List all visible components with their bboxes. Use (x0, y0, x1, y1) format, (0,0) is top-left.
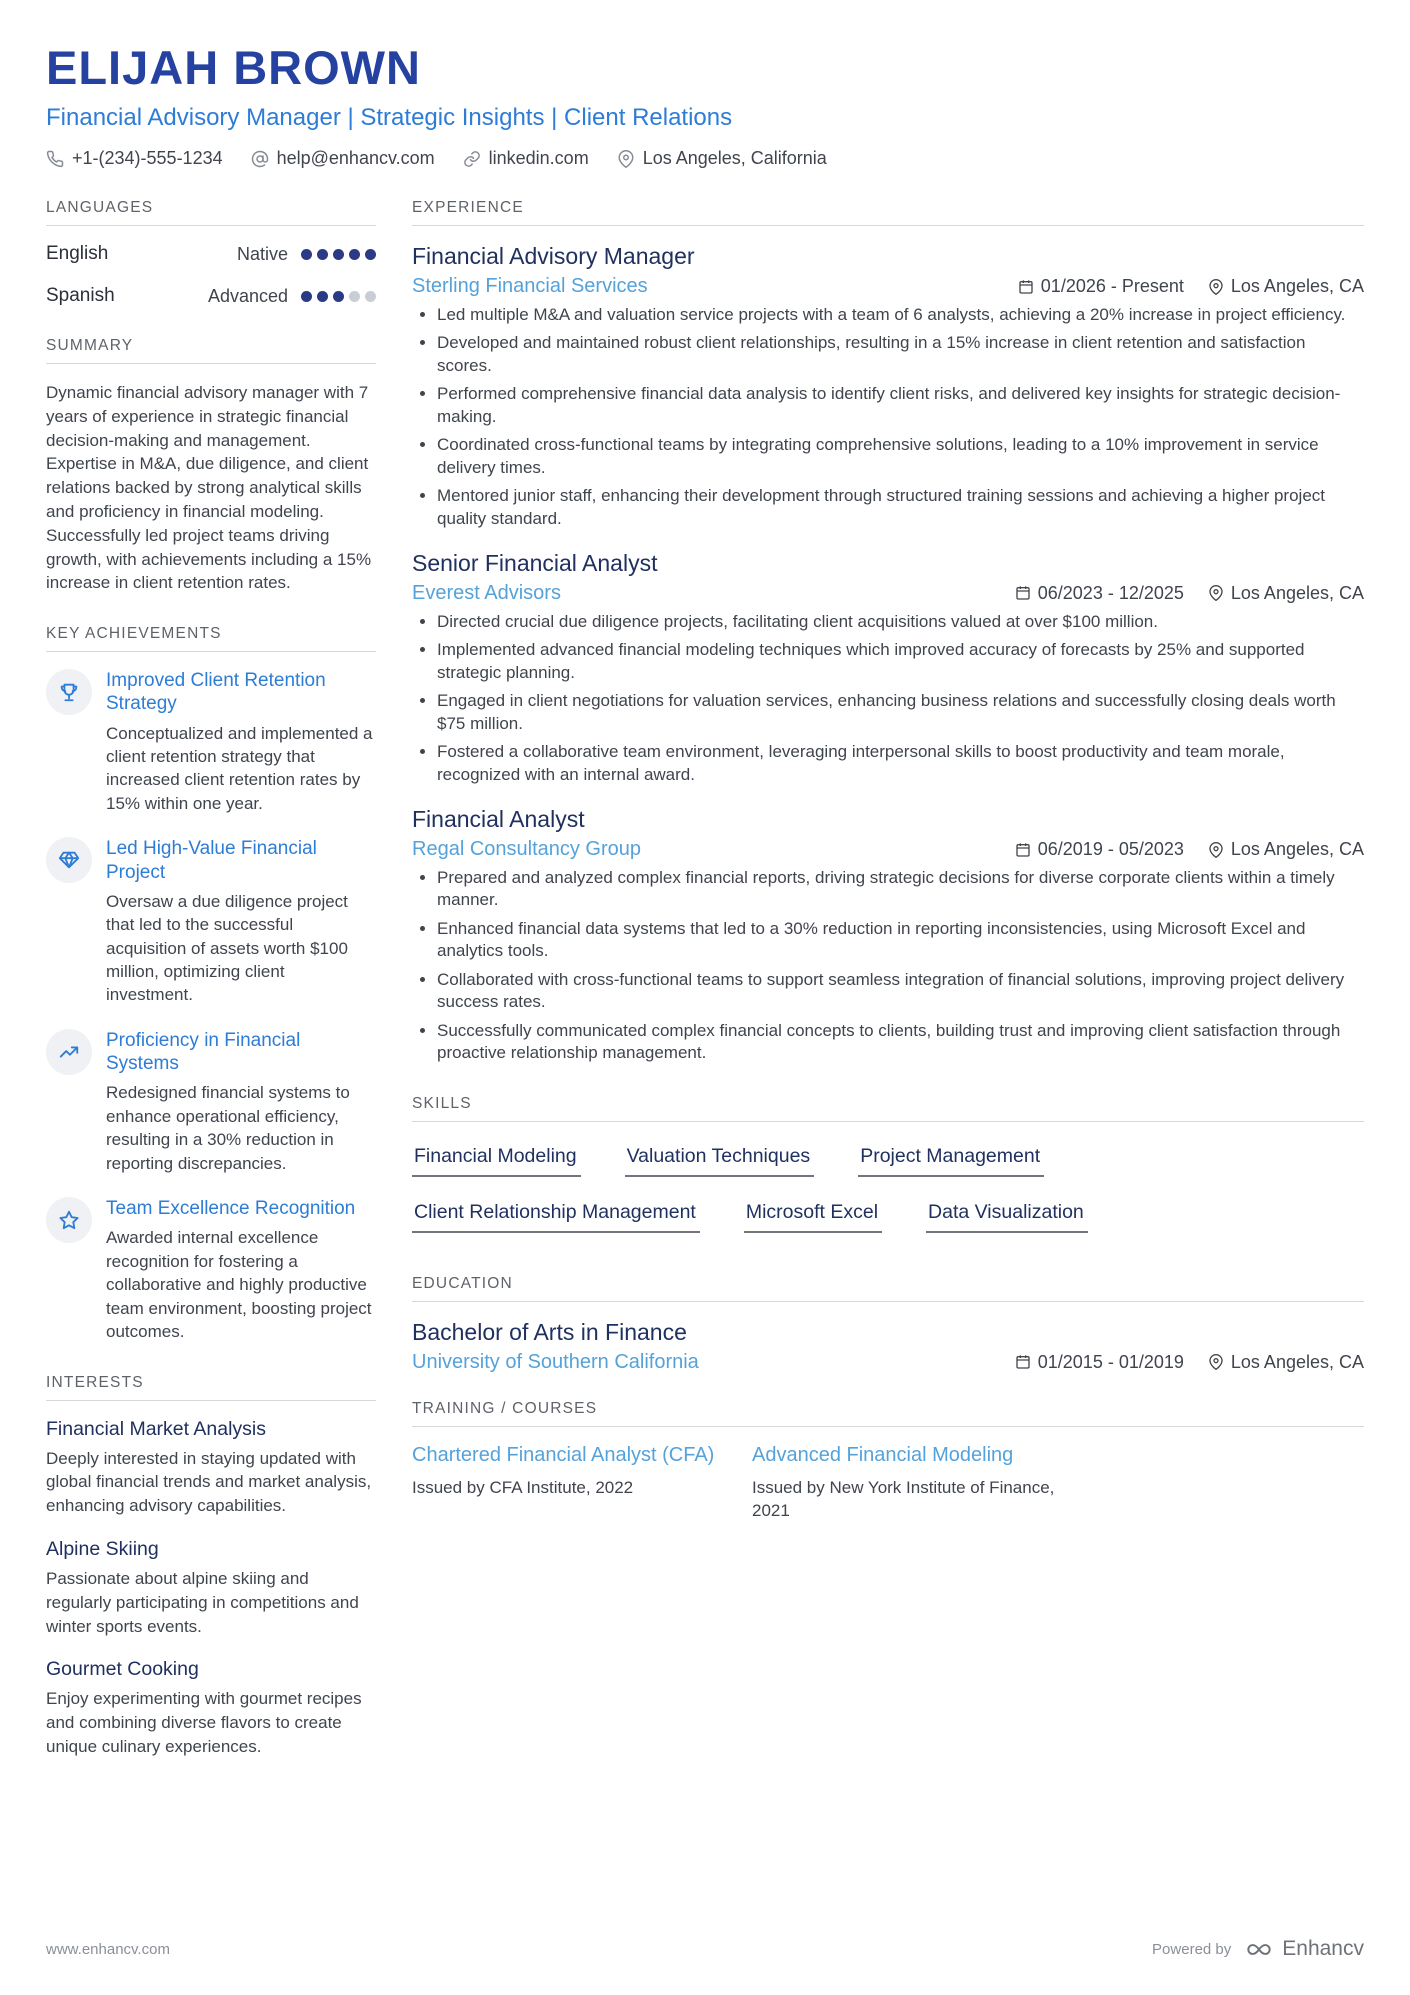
at-icon (251, 150, 269, 168)
language-level-dots (301, 291, 376, 302)
interest-text: Enjoy experimenting with gourmet recipes and combining diverse flavors to create unique culinary experiences. (46, 1689, 362, 1756)
location-icon (617, 150, 635, 168)
right-column (412, 199, 1364, 1789)
job-meta-right (1015, 839, 1364, 860)
contact-phone (46, 148, 223, 169)
education-dates (1015, 1352, 1184, 1373)
course-item (412, 1444, 750, 1523)
calendar-icon (1015, 585, 1031, 601)
interests-heading: INTERESTS (46, 1374, 376, 1401)
job-bullet: • Prepared and analyzed complex financial reports, driving strategic decisions for diverse corporate clients within a timely manner. (437, 867, 1364, 912)
language-level-dot (349, 291, 360, 302)
education-meta-right (1015, 1352, 1364, 1373)
job-bullet: • Directed crucial due diligence projects, facilitating client acquisitions valued at over $100 million. (437, 611, 1364, 633)
skill-item: Financial Modeling (412, 1145, 581, 1177)
language-level-dot (317, 291, 328, 302)
job-meta (412, 275, 1364, 298)
job-bullet: • Fostered a collaborative team environment, leveraging interpersonal skills to boost productivity and team morale, recognized with an internal award. (437, 741, 1364, 786)
experience-heading: EXPERIENCE (412, 199, 1364, 226)
link-icon (463, 150, 481, 168)
content-columns (46, 199, 1364, 1789)
headline: Financial Advisory Manager | Strategic Insights | Client Relations (46, 104, 733, 131)
education-heading: EDUCATION (412, 1275, 1364, 1302)
left-column (46, 199, 376, 1789)
section-summary (46, 337, 376, 595)
courses-list (412, 1444, 1364, 1523)
achievement-item (46, 837, 376, 1007)
job-title: Financial Analyst (412, 806, 585, 832)
skill-item: Project Management (858, 1145, 1044, 1177)
achievement-body (106, 1197, 376, 1343)
skills-heading: SKILLS (412, 1095, 1364, 1122)
education-dates-text: 01/2015 - 01/2019 (1037, 1351, 1184, 1372)
achievement-title: Team Excellence Recognition (106, 1198, 356, 1220)
course-text: Issued by CFA Institute, 2022 (412, 1477, 634, 1497)
job-bullet: • Led multiple M&A and valuation service projects with a team of 6 analysts, achieving a 20% increase in project efficiency. (437, 304, 1364, 326)
location-icon (1208, 279, 1224, 295)
job-location (1208, 839, 1364, 860)
job-bullet: • Coordinated cross-functional teams by integrating comprehensive solutions, leading to a 10% improvement in service delivery times. (437, 434, 1364, 479)
achievement-body (106, 669, 376, 815)
languages-heading: LANGUAGES (46, 199, 376, 226)
job-bullet: • Successfully communicated complex financial concepts to clients, building trust and improving client satisfaction through proactive relationship management. (437, 1020, 1364, 1065)
infinity-icon (1243, 1940, 1275, 1959)
achievement-body (106, 1029, 376, 1175)
course-item (752, 1444, 1090, 1523)
course-text: Issued by New York Institute of Finance, 2021 (752, 1477, 1055, 1520)
job-location (1208, 583, 1364, 604)
skill-item: Client Relationship Management (412, 1201, 700, 1233)
achievements-heading: KEY ACHIEVEMENTS (46, 625, 376, 652)
job-dates (1018, 276, 1184, 297)
experience-item (412, 243, 1364, 530)
achievement-item (46, 669, 376, 815)
location-icon (1208, 585, 1224, 601)
language-level (208, 286, 376, 307)
section-training (412, 1400, 1364, 1523)
language-level-label: Native (236, 243, 288, 264)
trophy-icon (46, 669, 92, 715)
location-icon (1208, 1354, 1224, 1370)
job-bullet: • Collaborated with cross-functional teams to support seamless integration of financial solutions, improving project delivery success rates. (437, 969, 1364, 1014)
enhancv-url[interactable]: www.enhancv.com (46, 1940, 170, 1958)
gem-icon (46, 837, 92, 883)
phone-icon (46, 150, 64, 168)
language-level-dot (349, 249, 360, 260)
education-meta (412, 1351, 1364, 1374)
job-bullet: • Enhanced financial data systems that led to a 30% reduction in reporting inconsistencies, using Microsoft Excel and analytics tools. (437, 918, 1364, 963)
resume-header (46, 40, 1364, 169)
job-bullets (412, 611, 1364, 786)
page-footer (46, 1937, 1364, 1961)
contact-email-text: help@enhancv.com (276, 148, 435, 168)
job-meta-right (1015, 583, 1364, 604)
job-location-text: Los Angeles, CA (1230, 276, 1364, 296)
job-title: Financial Advisory Manager (412, 243, 695, 269)
contact-row (46, 148, 1364, 169)
chart-up-icon (46, 1029, 92, 1075)
contact-linkedin[interactable] (463, 148, 589, 169)
job-location-text: Los Angeles, CA (1230, 839, 1364, 859)
location-icon (1208, 842, 1224, 858)
contact-location-text: Los Angeles, California (642, 148, 827, 168)
contact-location (617, 148, 827, 169)
experience-item (412, 806, 1364, 1065)
job-bullet: • Implemented advanced financial modeling techniques which improved accuracy of forecasts by 25% and supported strategic planning. (437, 639, 1364, 684)
interest-text: Deeply interested in staying updated with global financial trends and market analysis, enhancing advisory capabilities. (46, 1448, 372, 1516)
person-name: ELIJAH BROWN (46, 41, 421, 94)
enhancv-logo-text: Enhancv (1282, 1937, 1364, 1960)
contact-email[interactable] (251, 148, 435, 169)
contact-phone-text: +1-(234)-555-1234 (72, 148, 223, 168)
job-dates-text: 01/2026 - Present (1040, 276, 1184, 296)
school-name: University of Southern California (412, 1350, 699, 1373)
calendar-icon (1018, 279, 1034, 295)
achievement-text: Awarded internal excellence recognition for fostering a collaborative and highly productive team environment, boosting project outcomes. (106, 1228, 372, 1342)
skills-list (412, 1139, 1364, 1233)
section-skills (412, 1095, 1364, 1233)
interest-title: Alpine Skiing (46, 1537, 159, 1560)
interest-item (46, 1418, 376, 1518)
achievement-item (46, 1197, 376, 1343)
language-level-dot (301, 249, 312, 260)
skill-item: Data Visualization (926, 1201, 1088, 1233)
language-level-label: Advanced (207, 285, 288, 306)
language-row (46, 285, 376, 307)
interest-item (46, 1658, 376, 1758)
language-level-dot (365, 291, 376, 302)
achievement-text: Oversaw a due diligence project that led to the successful acquisition of assets worth $100 million, optimizing client investment. (106, 891, 348, 1005)
company-name: Regal Consultancy Group (412, 838, 642, 860)
language-level-dot (317, 249, 328, 260)
job-title: Senior Financial Analyst (412, 549, 658, 576)
calendar-icon (1015, 842, 1031, 858)
achievement-item (46, 1029, 376, 1175)
job-bullet: • Performed comprehensive financial data analysis to identify client risks, and delivered key insights for strategic decision-making. (437, 383, 1364, 428)
language-row (46, 243, 376, 265)
education-location-text: Los Angeles, CA (1230, 1351, 1364, 1372)
summary-heading: SUMMARY (46, 337, 376, 364)
job-bullet: • Mentored junior staff, enhancing their development through structured training sessions and achieving a higher project quality standard. (437, 485, 1364, 530)
language-level-dots (301, 249, 376, 260)
job-bullet: • Developed and maintained robust client relationships, resulting in a 15% increase in client retention and satisfaction scores. (437, 332, 1364, 377)
course-title: Chartered Financial Analyst (CFA) (412, 1443, 715, 1466)
language-level-dot (301, 291, 312, 302)
enhancv-logo[interactable] (1243, 1937, 1364, 1961)
job-location (1208, 276, 1364, 297)
experience-item (412, 550, 1364, 786)
powered-by (1152, 1937, 1364, 1961)
job-meta-right (1018, 276, 1364, 297)
section-interests (46, 1374, 376, 1759)
language-level-dot (365, 249, 376, 260)
job-dates-text: 06/2019 - 05/2023 (1037, 839, 1184, 859)
language-name: English (46, 243, 109, 264)
interest-title: Gourmet Cooking (46, 1658, 199, 1681)
company-name: Sterling Financial Services (412, 275, 648, 297)
job-bullet: • Engaged in client negotiations for valuation services, enhancing business relations and successfully closing deals worth $75 million. (437, 690, 1364, 735)
company-name: Everest Advisors (412, 581, 561, 604)
degree-title: Bachelor of Arts in Finance (412, 1318, 687, 1345)
section-languages (46, 199, 376, 307)
interest-title: Financial Market Analysis (46, 1417, 267, 1440)
achievement-title: Led High-Value Financial Project (106, 838, 317, 883)
achievement-text: Conceptualized and implemented a client retention strategy that increased client retention rates by 15% within one year. (106, 723, 373, 813)
job-dates (1015, 583, 1184, 604)
job-dates-text: 06/2023 - 12/2025 (1037, 582, 1184, 603)
language-name: Spanish (46, 285, 115, 306)
language-level-dot (333, 291, 344, 302)
interest-item (46, 1538, 376, 1638)
job-bullets (412, 304, 1364, 530)
job-dates (1015, 839, 1184, 860)
job-bullets (412, 867, 1364, 1065)
education-item (412, 1319, 1364, 1374)
course-title: Advanced Financial Modeling (752, 1443, 1014, 1466)
job-location-text: Los Angeles, CA (1230, 582, 1364, 603)
skill-item: Valuation Techniques (625, 1145, 815, 1177)
language-level-dot (333, 249, 344, 260)
job-meta (412, 838, 1364, 861)
job-meta (412, 582, 1364, 605)
achievement-title: Improved Client Retention Strategy (106, 670, 326, 715)
section-key-achievements (46, 625, 376, 1343)
training-heading: TRAINING / COURSES (412, 1400, 1364, 1427)
achievement-text: Redesigned financial systems to enhance operational efficiency, resulting in a 30% reduction in reporting discrepancies. (106, 1083, 350, 1173)
language-level (237, 244, 376, 265)
contact-linkedin-text: linkedin.com (488, 148, 589, 168)
achievement-title: Proficiency in Financial Systems (106, 1029, 301, 1075)
section-experience (412, 199, 1364, 1065)
star-icon (46, 1197, 92, 1243)
summary-text: Dynamic financial advisory manager with 7 years of experience in strategic financial decision-making and management. Expertise in M&A, due diligence, and client relations backed by strong analytical skills and proficiency in financial modeling. Successfully led project teams driving growth, with achievements including a 15% increase in client retention rates. (46, 383, 372, 593)
section-education (412, 1275, 1364, 1374)
interest-text: Passionate about alpine skiing and regularly participating in competitions and winter sports events. (46, 1568, 359, 1636)
skill-item: Microsoft Excel (744, 1201, 882, 1233)
powered-by-label: Powered by (1152, 1940, 1232, 1958)
education-location (1208, 1352, 1364, 1373)
achievement-body (106, 837, 376, 1007)
calendar-icon (1015, 1354, 1031, 1370)
